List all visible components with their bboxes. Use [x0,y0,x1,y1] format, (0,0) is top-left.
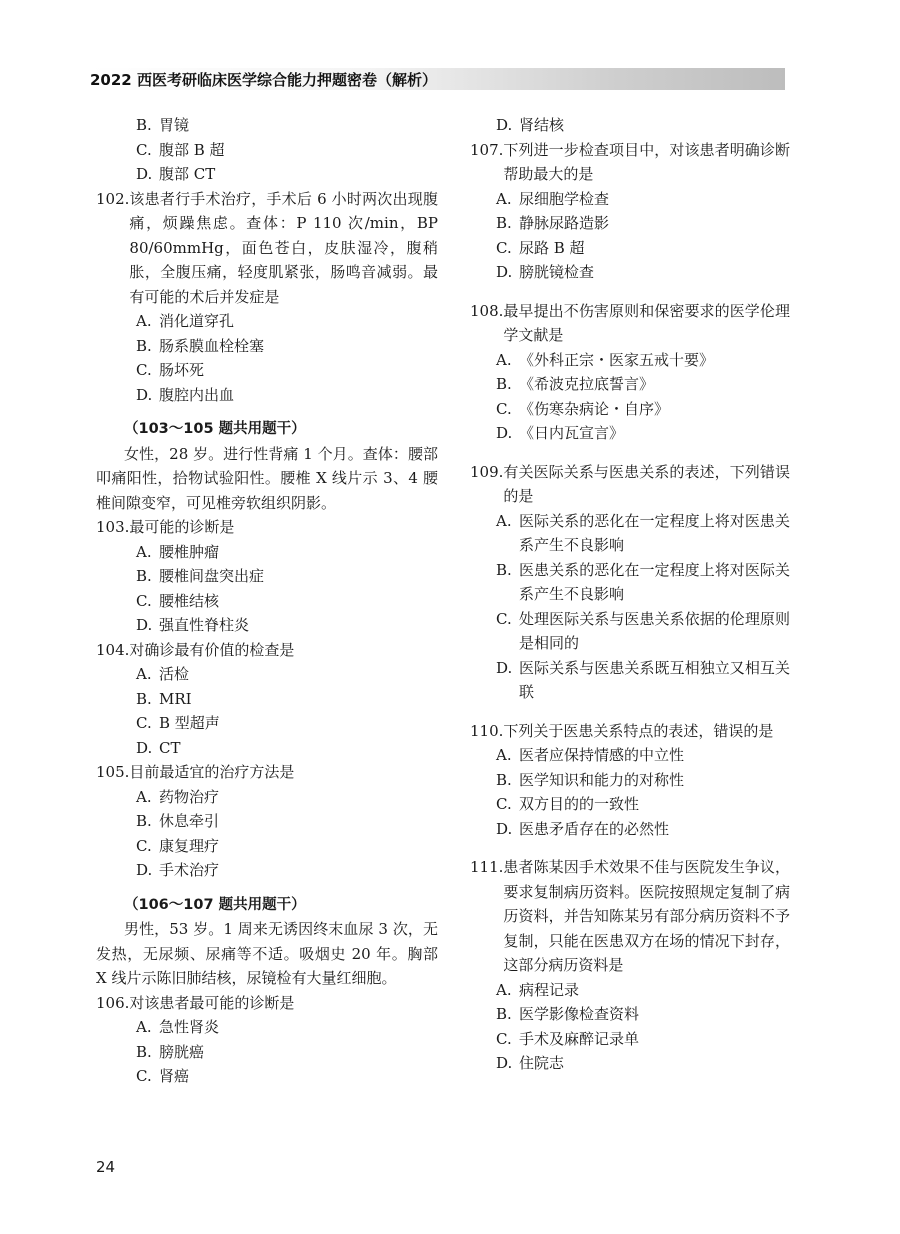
option: D. 医际关系与医患关系既互相独立又相互关联 [496,658,790,701]
question-number: 102. [96,189,130,208]
question-number: 103. [96,518,130,536]
question-text: 下列进一步检查项目中，对该患者明确诊断帮助最大的是 [503,140,790,183]
option: D. 肾结核 [496,116,565,134]
option: C. 《伤寒杂病论・自序》 [496,399,670,418]
option: D. 手术治疗 [136,861,220,879]
question-number: 111. [470,858,504,876]
question-107 [470,138,790,285]
option: D. 强直性脊柱炎 [136,616,250,634]
option: C. 肾癌 [136,1067,190,1085]
question-103 [96,515,438,638]
shared-stem: 女性，28 岁。进行性背痛 1 个月。查体：腰部叩痛阳性，拾物试验阳性。腰椎 X 线片示 3、4 腰椎间隙变窄，可见椎旁软组织阴影。 [96,444,438,512]
question-number: 107. [470,140,504,159]
question-text: 对该患者最可能的诊断是 [129,993,295,1012]
option: B. 腰椎间盘突出症 [136,567,265,585]
question-text: 最早提出不伤害原则和保密要求的医学伦理学文献是 [503,301,790,344]
option: A. 尿细胞学检查 [496,189,610,208]
option: B. 休息牵引 [136,812,220,830]
question-106 [96,991,438,1089]
option: A. 《外科正宗・医家五戒十要》 [496,350,715,369]
shared-stem: 男性，53 岁。1 周来无诱因终末血尿 3 次，无发热，无尿频、尿痛等不适。吸烟史 20 年。胸部 X 线片示陈旧肺结核，尿镜检有大量红细胞。 [96,920,438,987]
option: C. 处理医际关系与医患关系依据的伦理原则是相同的 [496,609,790,652]
question-text: 对确诊最有价值的检查是 [129,640,295,659]
option: A. 医际关系的恶化在一定程度上将对医患关系产生不良影响 [496,511,790,554]
question-108 [470,299,790,446]
carry-over-options [470,113,790,138]
question-text: 下列关于医患关系特点的表述，错误的是 [503,721,774,740]
option: C. 手术及麻醉记录单 [496,1029,640,1048]
question-105 [96,760,438,883]
option: D. 住院志 [496,1054,565,1072]
question-number: 104. [96,640,130,659]
option: A. 药物治疗 [136,787,220,806]
option: C. 腰椎结核 [136,591,220,610]
question-110 [470,719,790,842]
page-number: 24 [96,1158,116,1176]
option: B. 膀胱癌 [136,1042,205,1061]
option: C. B 型超声 [136,714,220,732]
option: D. 腹部 CT [136,165,216,183]
option: D. 《日内瓦宣言》 [496,424,625,442]
shared-stem-title: （106～107 题共用题干） [124,896,306,913]
question-109 [470,460,790,705]
option: C. 腹部 B 超 [136,140,225,159]
option: B. 医学影像检查资料 [496,1005,640,1023]
question-number: 109. [470,462,504,481]
header-title: 2022 西医考研临床医学综合能力押题密卷（解析） [90,71,437,89]
option: D. CT [136,738,181,757]
question-111 [470,855,790,1076]
question-102 [96,187,438,408]
option: B. 胃镜 [136,116,190,134]
question-number: 108. [470,301,504,320]
option: B. 医学知识和能力的对称性 [496,770,685,789]
option: A. 急性肾炎 [136,1018,220,1036]
running-header [88,68,785,90]
option: A. 医者应保持情感的中立性 [496,746,685,764]
option: A. 病程记录 [496,980,580,999]
question-number: 105. [96,763,130,781]
option: B. 静脉尿路造影 [496,214,610,232]
shared-stem-title: （103～105 题共用题干） [124,421,306,437]
question-text: 目前最适宜的治疗方法是 [129,763,295,781]
option: C. 尿路 B 超 [496,238,585,257]
option: A. 活检 [136,665,190,683]
question-text: 患者陈某因手术效果不佳与医院发生争议，要求复制病历资料。医院按照规定复制了病历资料，并告知陈某另有部分病历资料不予复制，只能在医患双方在场的情况下封存，这部分病历资料是 [503,858,790,974]
question-number: 106. [96,993,130,1012]
option: C. 双方目的的一致性 [496,795,640,813]
question-text: 该患者行手术治疗，手术后 6 小时两次出现腹痛，烦躁焦虑。查体：P 110 次/min，BP 80/60mmHg，面色苍白，皮肤湿冷，腹稍胀，全腹压痛，轻度肌紧张，肠鸣音减弱。最有可能的术后并发症是 [129,189,438,306]
option: C. 康复理疗 [136,836,220,855]
option: D. 膀胱镜检查 [496,263,595,281]
question-number: 110. [470,721,504,740]
question-text: 最可能的诊断是 [129,518,235,536]
option: B. 肠系膜血栓栓塞 [136,336,265,355]
option: B. 《希波克拉底誓言》 [496,375,655,393]
left-column [96,113,438,1089]
option: A. 腰椎肿瘤 [136,542,220,561]
option: C. 肠坏死 [136,361,205,379]
question-text: 有关医际关系与医患关系的表述，下列错误的是 [503,462,790,505]
option: D. 腹腔内出血 [136,385,235,404]
question-104 [96,638,438,761]
carry-over-options [96,113,438,187]
right-column [470,113,790,1076]
option: B. 医患关系的恶化在一定程度上将对医际关系产生不良影响 [496,560,790,603]
option: B. MRI [136,689,192,708]
option: D. 医患矛盾存在的必然性 [496,819,670,838]
option: A. 消化道穿孔 [136,312,235,330]
